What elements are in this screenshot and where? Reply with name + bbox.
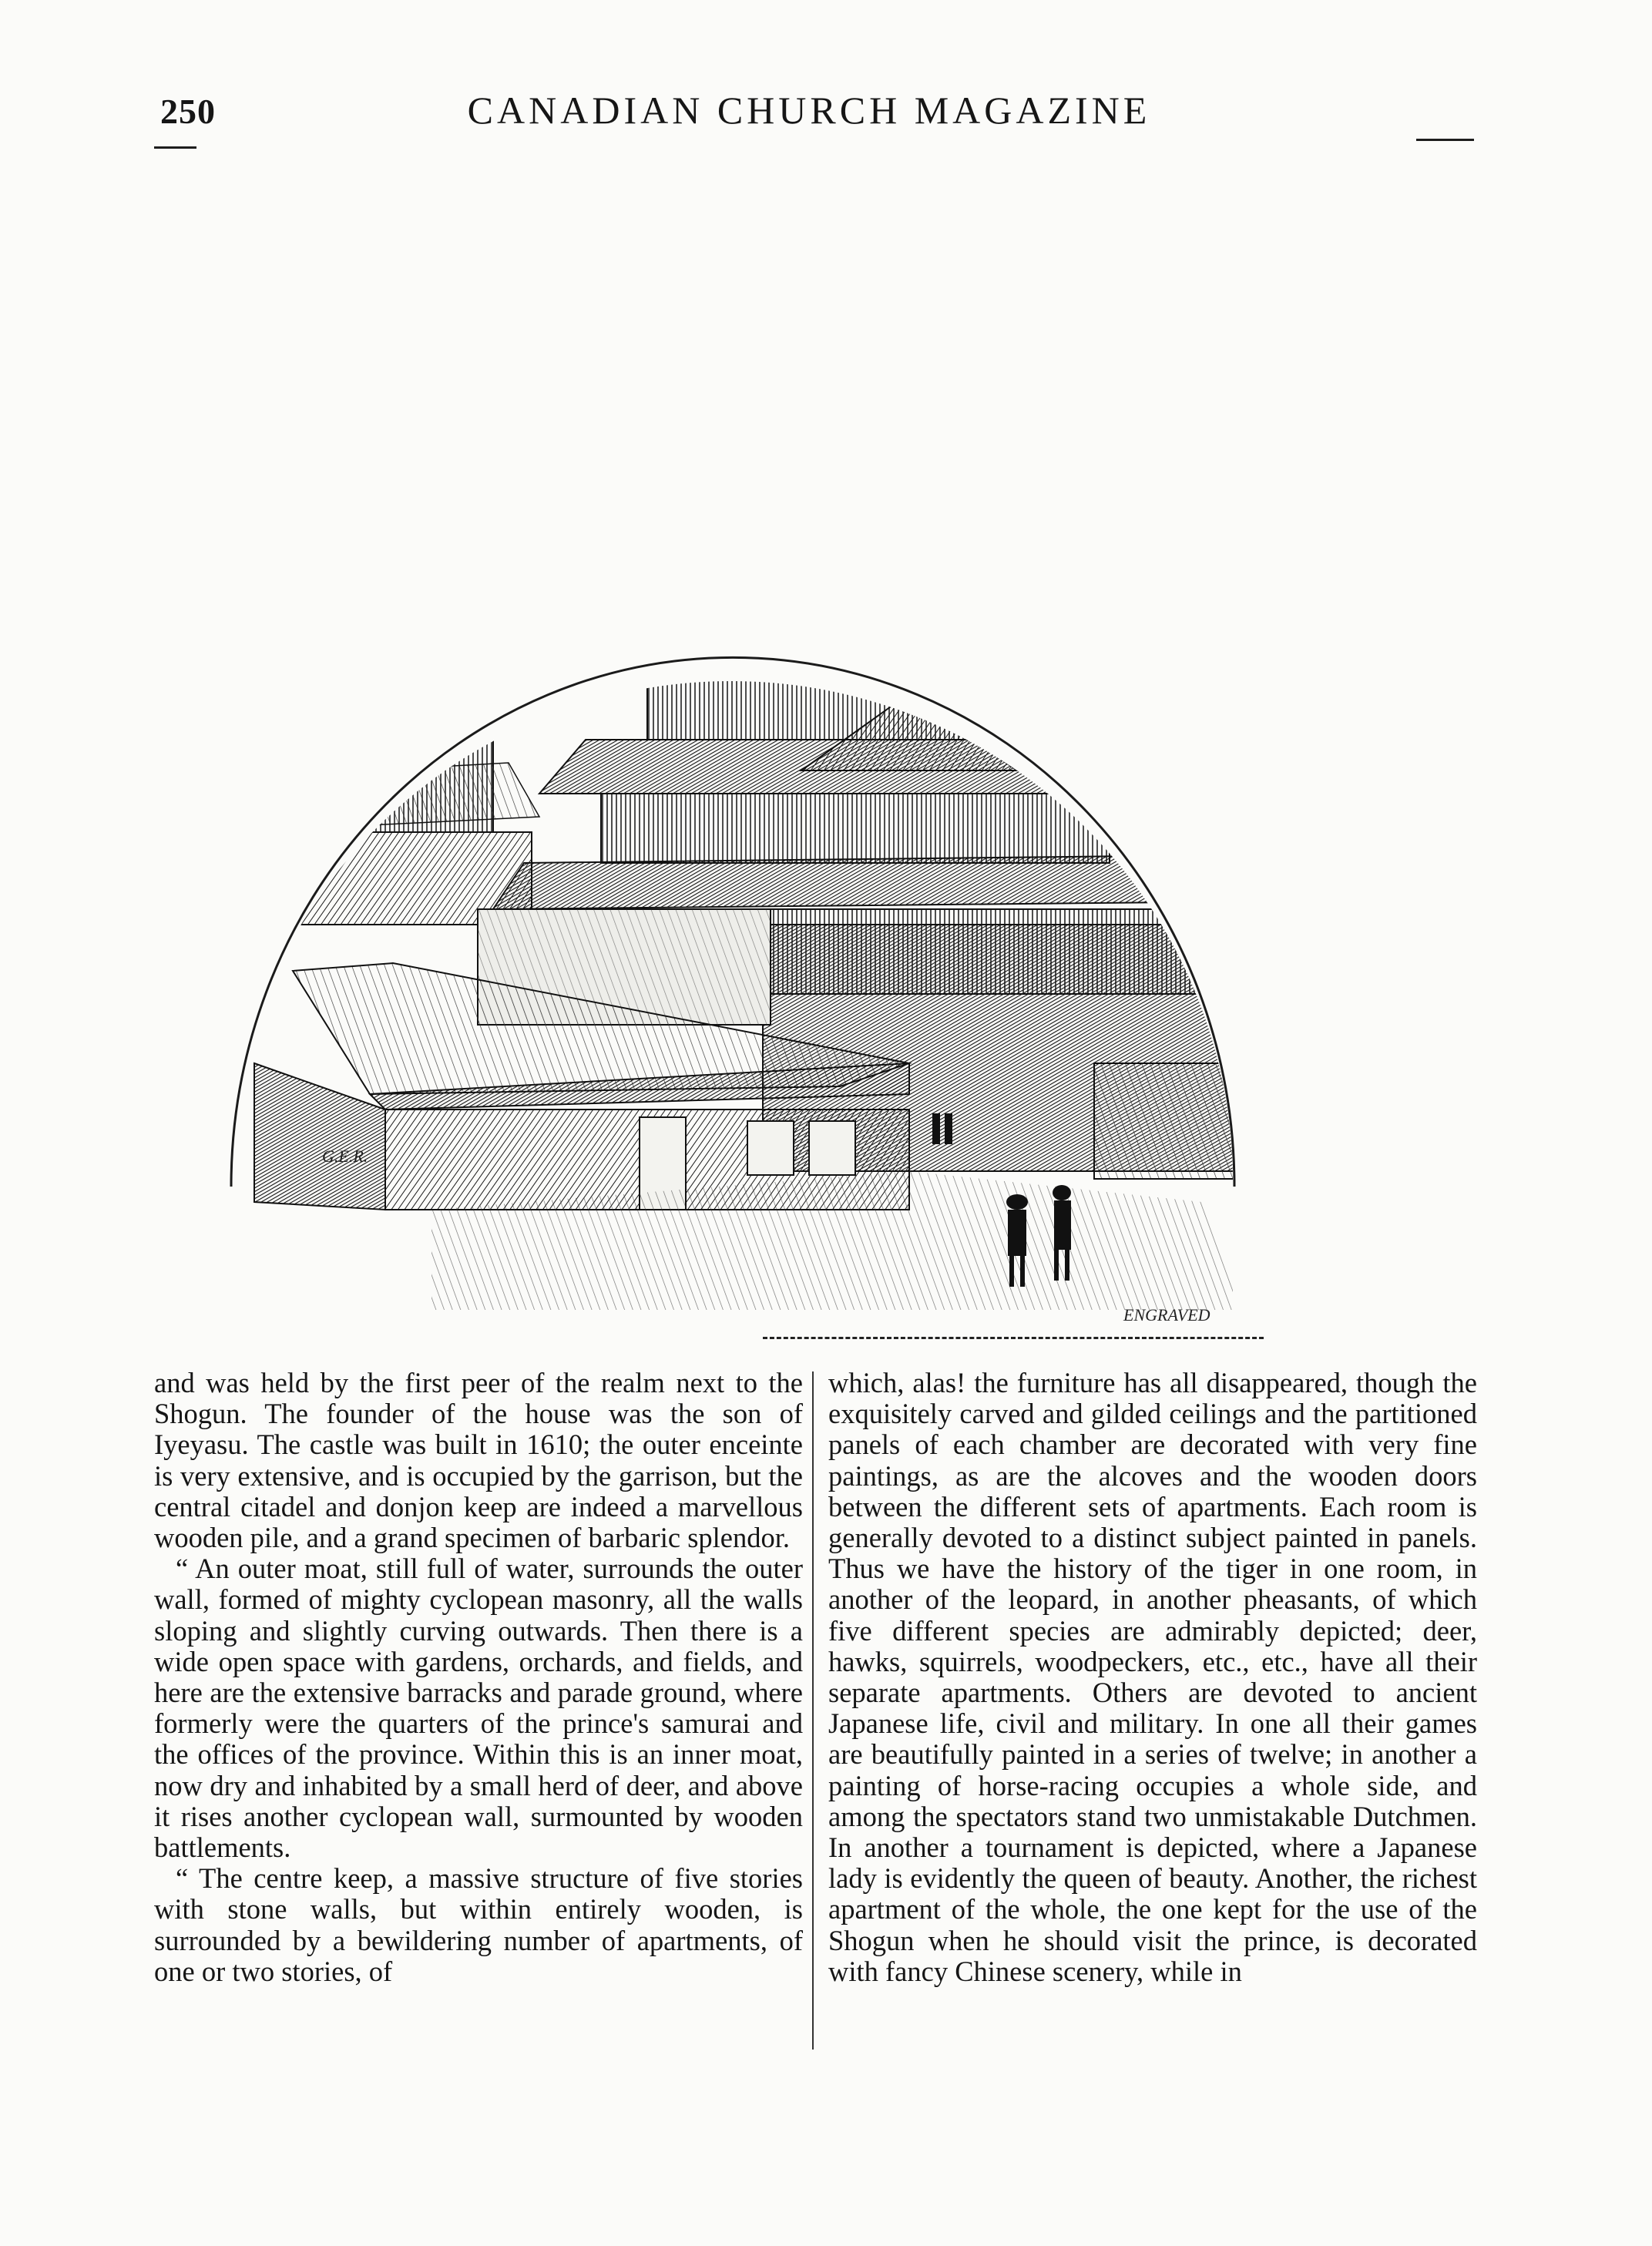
column-divider: [812, 1371, 814, 2050]
running-title: CANADIAN CHURCH MAGAZINE: [467, 89, 1151, 132]
paragraph: “ An outer moat, still full of water, surrounds the outer wall, formed of mighty cyclopean masonry, all the walls sloping and slightly curving outwards. Then there is a wide open space with gardens, orchards, and fields, and here are the extensive barracks and parade ground, where formerly were the quarters of the prince's samurai and the offices of the province. Within this is an inner moat, now dry and inhabited by a small herd of deer, and above it rises another cyclopean wall, surmounted by wooden battlements.: [154, 1553, 803, 1864]
paragraph: which, alas! the furniture has all disappeared, though the exquisitely carved and gilded ceilings and the partitioned panels of each chamber are decorated with very fine paintings, as are the alcoves and the wooden doors between the different sets of apartments. Each room is generally devoted to a distinct subject painted in panels. Thus we have the history of the tiger in one room, in another of the leopard, in another pheasants, of which five different species are admirably depicted; deer, hawks, squirrels, woodpeckers, etc., etc., have all their separate apartments. Others are devoted to ancient Japanese life, civil and military. In one all their games are beautifully painted in a series of twelve; in another a painting of horse-racing occupies a whole side, and among the spectators stand two unmistakable Dutchmen. In another a tournament is depicted, where a Japanese lady is evidently the queen of beauty. Another, the richest apartment of the whole, the one kept for the use of the Shogun when he should visit the prince, is decorated with fancy Chinese scenery, while in: [828, 1367, 1477, 1987]
paragraph: “ The centre keep, a massive structure of five stories with stone walls, but within entirely wooden, is surrounded by a bewildering number of apartments, of one or two stories, of: [154, 1862, 803, 1987]
illustration-separator: [763, 1337, 1264, 1339]
text-column-left: [154, 1368, 803, 1987]
paragraph: and was held by the first peer of the realm next to the Shogun. The founder of the house was the son of Iyeyasu. The castle was built in 1610; the outer enceinte is very extensive, and is occupied by the garrison, but the central citadel and donjon keep are indeed a marvellous wooden pile, and a grand specimen of barbaric splendor.: [154, 1367, 803, 1554]
text-column-right: [828, 1368, 1477, 1987]
artist-signature-left: G.E.R.: [322, 1147, 368, 1166]
engraver-signature-right: ENGRAVED: [1123, 1305, 1210, 1324]
page-number: 250: [160, 92, 216, 131]
